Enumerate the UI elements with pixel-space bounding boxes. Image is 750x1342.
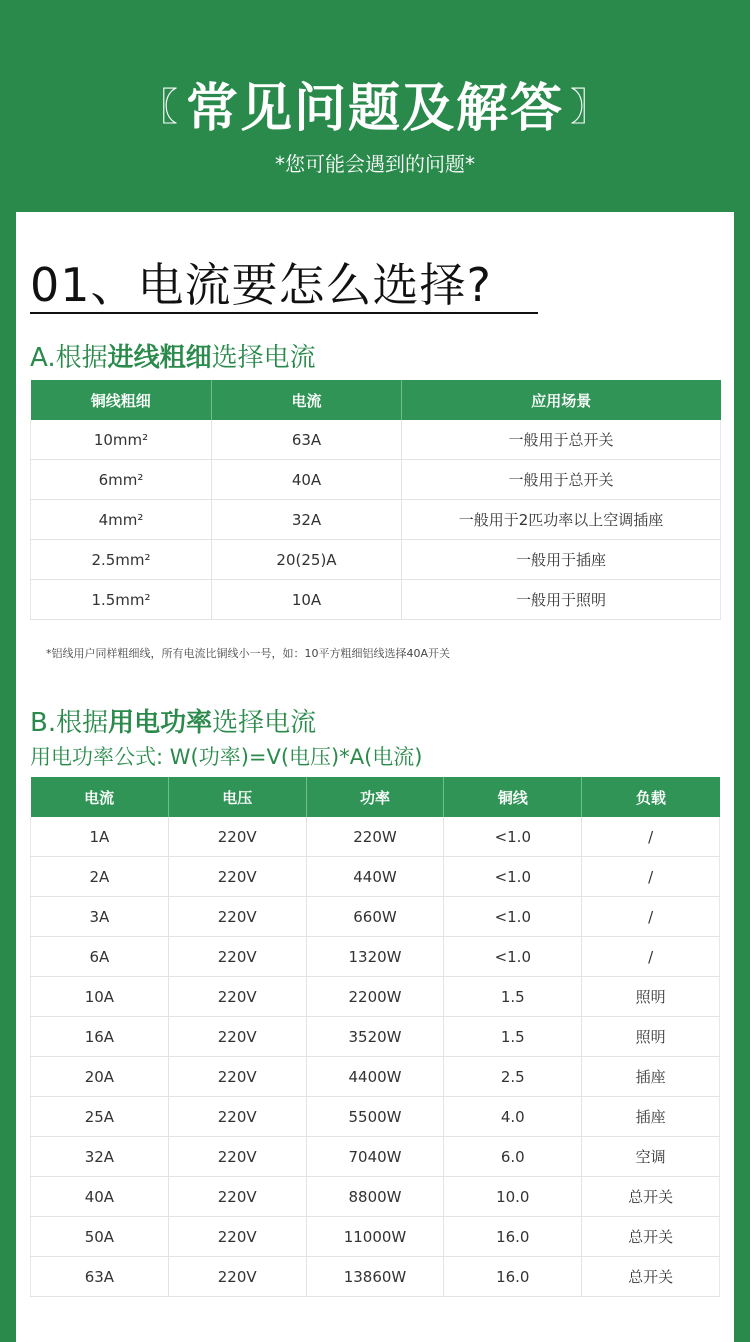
table-row <box>31 1257 720 1297</box>
table-header-row <box>31 380 721 420</box>
table-row <box>31 1097 720 1137</box>
table-cell: 插座 <box>582 1057 720 1097</box>
table-cell: 220V <box>168 1257 306 1297</box>
section-a-suffix: 选择电流 <box>211 343 316 373</box>
table-row <box>31 817 720 857</box>
table-cell: 1.5 <box>444 977 582 1017</box>
table-cell: 总开关 <box>582 1177 720 1217</box>
column-header: 铜线粗细 <box>31 380 212 420</box>
table-cell: 220V <box>168 1217 306 1257</box>
table-cell: 20A <box>31 1057 169 1097</box>
table-cell: / <box>582 897 720 937</box>
question-title: 01、电流要怎么选择? <box>30 258 492 312</box>
table-cell: 220W <box>306 817 444 857</box>
power-formula: 用电功率公式: W(功率)=V(电压)*A(电流) <box>30 745 423 769</box>
wire-size-table <box>30 380 721 620</box>
table-cell: 11000W <box>306 1217 444 1257</box>
section-a-highlight: 进线粗细 <box>107 343 212 373</box>
table-cell: 10mm² <box>31 420 212 460</box>
question-underline <box>30 312 538 314</box>
aluminum-note: *铝线用户同样粗细线，所有电流比铜线小一号，如：10平方粗细铝线选择40A开关 <box>46 647 451 660</box>
table-cell: 4400W <box>306 1057 444 1097</box>
table-row <box>31 420 721 460</box>
table-cell: 220V <box>168 977 306 1017</box>
table-cell: 8800W <box>306 1177 444 1217</box>
table-row <box>31 540 721 580</box>
table-cell: 220V <box>168 937 306 977</box>
table-row <box>31 1217 720 1257</box>
title-bracket-left: 〖 <box>139 85 180 129</box>
table-cell: 10A <box>31 977 169 1017</box>
table-cell: 一般用于照明 <box>402 580 721 620</box>
table-cell: 220V <box>168 897 306 937</box>
table-row <box>31 857 720 897</box>
table-cell: 2200W <box>306 977 444 1017</box>
table-cell: / <box>582 937 720 977</box>
table-row <box>31 1057 720 1097</box>
table-cell: 220V <box>168 1017 306 1057</box>
table-row <box>31 1017 720 1057</box>
page-title <box>0 72 750 144</box>
table-cell: / <box>582 817 720 857</box>
table-cell: 6A <box>31 937 169 977</box>
table-cell: 13860W <box>306 1257 444 1297</box>
table-cell: 220V <box>168 1057 306 1097</box>
table-cell: 3520W <box>306 1017 444 1057</box>
table-cell: 2.5 <box>444 1057 582 1097</box>
table-cell: 50A <box>31 1217 169 1257</box>
column-header: 负载 <box>582 777 720 817</box>
section-b-prefix: B.根据 <box>30 708 109 738</box>
table-cell: 63A <box>212 420 402 460</box>
table-row <box>31 897 720 937</box>
table-cell: 一般用于2匹功率以上空调插座 <box>402 500 721 540</box>
table-cell: 1.5 <box>444 1017 582 1057</box>
column-header: 电流 <box>31 777 169 817</box>
table-cell: 220V <box>168 817 306 857</box>
table-cell: 220V <box>168 1177 306 1217</box>
table-cell: 10A <box>212 580 402 620</box>
table-cell: <1.0 <box>444 857 582 897</box>
table-row <box>31 1177 720 1217</box>
table-cell: 4mm² <box>31 500 212 540</box>
table-cell: 1.5mm² <box>31 580 212 620</box>
table-cell: 照明 <box>582 1017 720 1057</box>
page-header <box>0 0 750 212</box>
table-cell: 7040W <box>306 1137 444 1177</box>
table-cell: 1320W <box>306 937 444 977</box>
table-cell: 220V <box>168 1137 306 1177</box>
table-cell: 4.0 <box>444 1097 582 1137</box>
table-cell: 40A <box>31 1177 169 1217</box>
content-card <box>16 212 734 1342</box>
table-cell: 总开关 <box>582 1217 720 1257</box>
power-table <box>30 777 720 1297</box>
column-header: 电压 <box>168 777 306 817</box>
table-cell: 10.0 <box>444 1177 582 1217</box>
table-cell: 440W <box>306 857 444 897</box>
table-row <box>31 500 721 540</box>
table-row <box>31 1137 720 1177</box>
column-header: 铜线 <box>444 777 582 817</box>
table-cell: 660W <box>306 897 444 937</box>
title-text: 常见问题及解答 <box>185 79 564 139</box>
table-cell: 32A <box>212 500 402 540</box>
column-header: 应用场景 <box>402 380 721 420</box>
table-row <box>31 977 720 1017</box>
table-row <box>31 937 720 977</box>
table-row <box>31 580 721 620</box>
table-cell: 插座 <box>582 1097 720 1137</box>
section-a-prefix: A.根据 <box>30 343 108 373</box>
table-cell: 2.5mm² <box>31 540 212 580</box>
table-cell: <1.0 <box>444 817 582 857</box>
table-cell: 220V <box>168 857 306 897</box>
title-bracket-right: 〗 <box>570 85 611 129</box>
table-cell: 2A <box>31 857 169 897</box>
table-cell: 20(25)A <box>212 540 402 580</box>
table-cell: 16.0 <box>444 1217 582 1257</box>
table-cell: 32A <box>31 1137 169 1177</box>
table-row <box>31 460 721 500</box>
column-header: 电流 <box>212 380 402 420</box>
table-cell: 25A <box>31 1097 169 1137</box>
section-b-title <box>30 705 316 741</box>
section-b-suffix: 选择电流 <box>212 708 317 738</box>
table-cell: <1.0 <box>444 937 582 977</box>
table-cell: 63A <box>31 1257 169 1297</box>
table-cell: 6mm² <box>31 460 212 500</box>
table-cell: 一般用于插座 <box>402 540 721 580</box>
table-cell: 一般用于总开关 <box>402 420 721 460</box>
table-cell: / <box>582 857 720 897</box>
table-cell: 3A <box>31 897 169 937</box>
section-b-highlight: 用电功率 <box>108 708 213 738</box>
table-cell: 16A <box>31 1017 169 1057</box>
table-cell: 一般用于总开关 <box>402 460 721 500</box>
table-cell: <1.0 <box>444 897 582 937</box>
table-cell: 6.0 <box>444 1137 582 1177</box>
column-header: 功率 <box>306 777 444 817</box>
table-cell: 16.0 <box>444 1257 582 1297</box>
table-cell: 220V <box>168 1097 306 1137</box>
table-cell: 空调 <box>582 1137 720 1177</box>
table-cell: 1A <box>31 817 169 857</box>
table-cell: 总开关 <box>582 1257 720 1297</box>
table-cell: 5500W <box>306 1097 444 1137</box>
section-a-title <box>30 340 316 376</box>
page-subtitle: *您可能会遇到的问题* <box>275 152 475 176</box>
table-cell: 照明 <box>582 977 720 1017</box>
table-cell: 40A <box>212 460 402 500</box>
table-header-row <box>31 777 720 817</box>
